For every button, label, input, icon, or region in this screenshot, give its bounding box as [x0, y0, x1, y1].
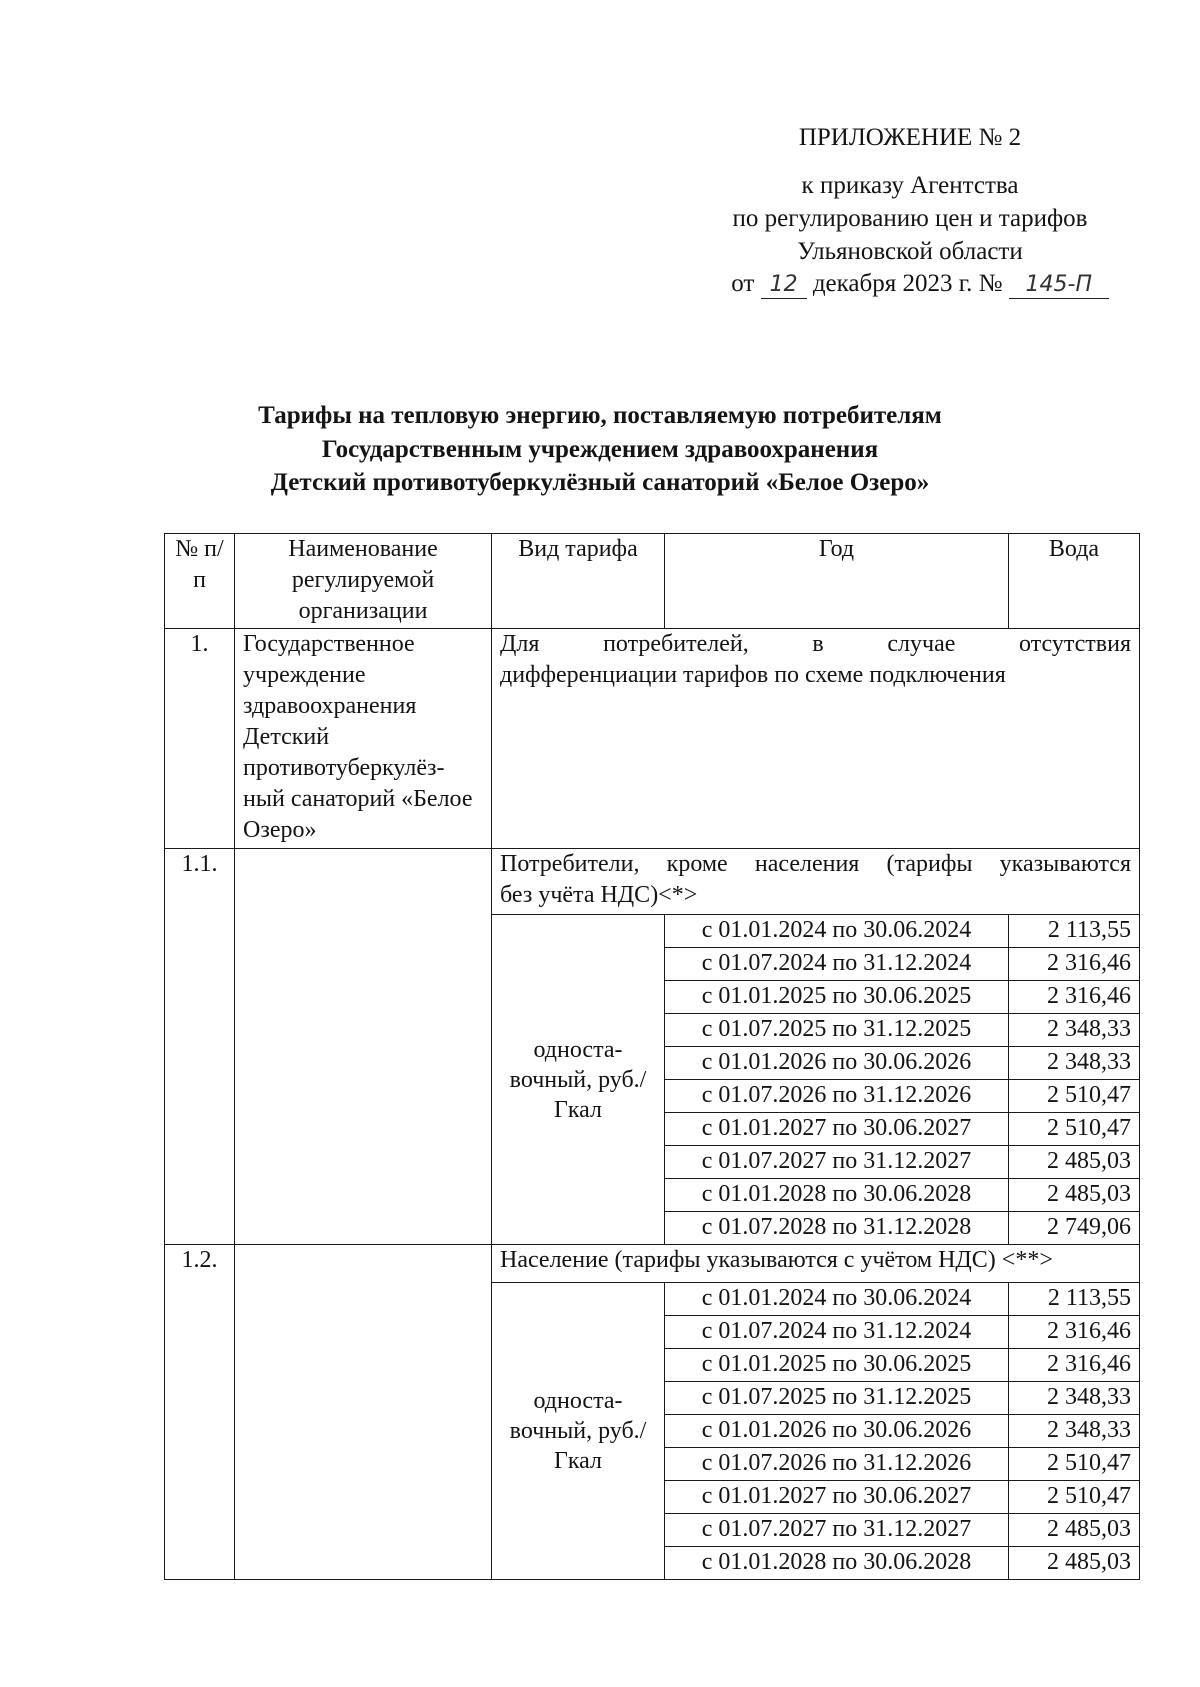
- tariff-type: односта-вочный, руб./Гкал: [492, 915, 665, 1245]
- rate-period: с 01.07.2026 по 31.12.2026: [665, 1448, 1009, 1481]
- appendix-line-3: Ульяновской области: [797, 238, 1023, 265]
- rate-value: 2 510,47: [1009, 1113, 1140, 1146]
- rate-value: 2 510,47: [1009, 1448, 1140, 1481]
- date-day-field: [761, 270, 807, 299]
- header-num: № п/п: [165, 534, 235, 629]
- rate-value: 2 316,46: [1009, 981, 1140, 1014]
- order-number-field: [1009, 270, 1109, 299]
- rate-value: 2 348,33: [1009, 1047, 1140, 1080]
- header-org: Наименование регулируемой организации: [235, 534, 492, 629]
- rate-period: с 01.07.2024 по 31.12.2024: [665, 1316, 1009, 1349]
- rate-value: 2 485,03: [1009, 1514, 1140, 1547]
- row-description: [492, 629, 1140, 849]
- rate-period: с 01.01.2026 по 30.06.2026: [665, 1415, 1009, 1448]
- row-description-line-2: дифференциации тарифов по схеме подключения: [500, 662, 1006, 688]
- title-line-3: Детский противотуберкулёзный санаторий «Белое Озеро»: [270, 469, 930, 496]
- section-title: Население (тарифы указываются с учётом НДС) <**>: [492, 1245, 1140, 1283]
- section-num: 1.2.: [165, 1245, 235, 1580]
- rate-value: 2 348,33: [1009, 1382, 1140, 1415]
- rate-value: 2 316,46: [1009, 1316, 1140, 1349]
- section-title-line-2: без учёта НДС)<*>: [500, 882, 698, 908]
- header-type: Вид тарифа: [492, 534, 665, 629]
- row-description-line-1: Для потребителей, в случае отсутствия: [500, 631, 1131, 657]
- row-num: 1.: [165, 629, 235, 849]
- section-org-blank: [235, 1245, 492, 1580]
- table-row: [165, 629, 1140, 849]
- header-year: Год: [665, 534, 1009, 629]
- section-row: [165, 849, 1140, 915]
- rate-period: с 01.01.2027 по 30.06.2027: [665, 1481, 1009, 1514]
- section-num: 1.1.: [165, 849, 235, 1245]
- rate-period: с 01.01.2028 по 30.06.2028: [665, 1547, 1009, 1580]
- tariff-type: односта-вочный, руб./Гкал: [492, 1283, 665, 1580]
- order-number-handwritten: 145-П: [1025, 272, 1092, 297]
- rate-period: с 01.01.2024 по 30.06.2024: [665, 1283, 1009, 1316]
- date-day-handwritten: 12: [769, 272, 798, 297]
- rate-period: с 01.07.2024 по 31.12.2024: [665, 948, 1009, 981]
- rate-period: с 01.07.2028 по 31.12.2028: [665, 1212, 1009, 1245]
- rate-period: с 01.07.2027 по 31.12.2027: [665, 1146, 1009, 1179]
- section-title-line-1: Потребители, кроме населения (тарифы указываются: [500, 851, 1131, 877]
- rate-period: с 01.01.2026 по 30.06.2026: [665, 1047, 1009, 1080]
- date-prefix: от: [731, 270, 755, 297]
- rate-period: с 01.01.2028 по 30.06.2028: [665, 1179, 1009, 1212]
- rate-value: 2 485,03: [1009, 1179, 1140, 1212]
- rate-period: с 01.07.2027 по 31.12.2027: [665, 1514, 1009, 1547]
- rate-value: 2 113,55: [1009, 1283, 1140, 1316]
- tariff-table: [164, 533, 1140, 1580]
- appendix-title: ПРИЛОЖЕНИЕ № 2: [798, 124, 1022, 151]
- header-water: Вода: [1009, 534, 1140, 629]
- section-row: [165, 1245, 1140, 1283]
- rate-value: 2 485,03: [1009, 1547, 1140, 1580]
- rate-period: с 01.01.2024 по 30.06.2024: [665, 915, 1009, 948]
- date-rest: декабря 2023 г. №: [812, 270, 1003, 297]
- section-title: [492, 849, 1140, 915]
- rate-period: с 01.07.2025 по 31.12.2025: [665, 1014, 1009, 1047]
- org-name: Государственное учреждение здравоохранения Детский противотуберкулёз-ный санаторий «Белое Озеро»: [235, 629, 492, 849]
- rate-value: 2 113,55: [1009, 915, 1140, 948]
- rate-value: 2 510,47: [1009, 1481, 1140, 1514]
- appendix-line-2: по регулированию цен и тарифов: [732, 205, 1088, 232]
- rate-value: 2 510,47: [1009, 1080, 1140, 1113]
- appendix-date-line: [705, 270, 1135, 299]
- rate-period: с 01.07.2026 по 31.12.2026: [665, 1080, 1009, 1113]
- appendix-line-1: к приказу Агентства: [801, 172, 1019, 199]
- rate-value: 2 348,33: [1009, 1014, 1140, 1047]
- rate-value: 2 485,03: [1009, 1146, 1140, 1179]
- rate-period: с 01.01.2025 по 30.06.2025: [665, 981, 1009, 1014]
- rate-period: с 01.01.2027 по 30.06.2027: [665, 1113, 1009, 1146]
- rate-period: с 01.07.2025 по 31.12.2025: [665, 1382, 1009, 1415]
- rate-value: 2 348,33: [1009, 1415, 1140, 1448]
- section-org-blank: [235, 849, 492, 1245]
- rate-value: 2 316,46: [1009, 948, 1140, 981]
- rate-value: 2 749,06: [1009, 1212, 1140, 1245]
- rate-period: с 01.01.2025 по 30.06.2025: [665, 1349, 1009, 1382]
- title-line-1: Тарифы на тепловую энергию, поставляемую потребителям: [258, 402, 942, 429]
- table-header-row: [165, 534, 1140, 629]
- title-line-2: Государственным учреждением здравоохранения: [321, 436, 879, 463]
- rate-value: 2 316,46: [1009, 1349, 1140, 1382]
